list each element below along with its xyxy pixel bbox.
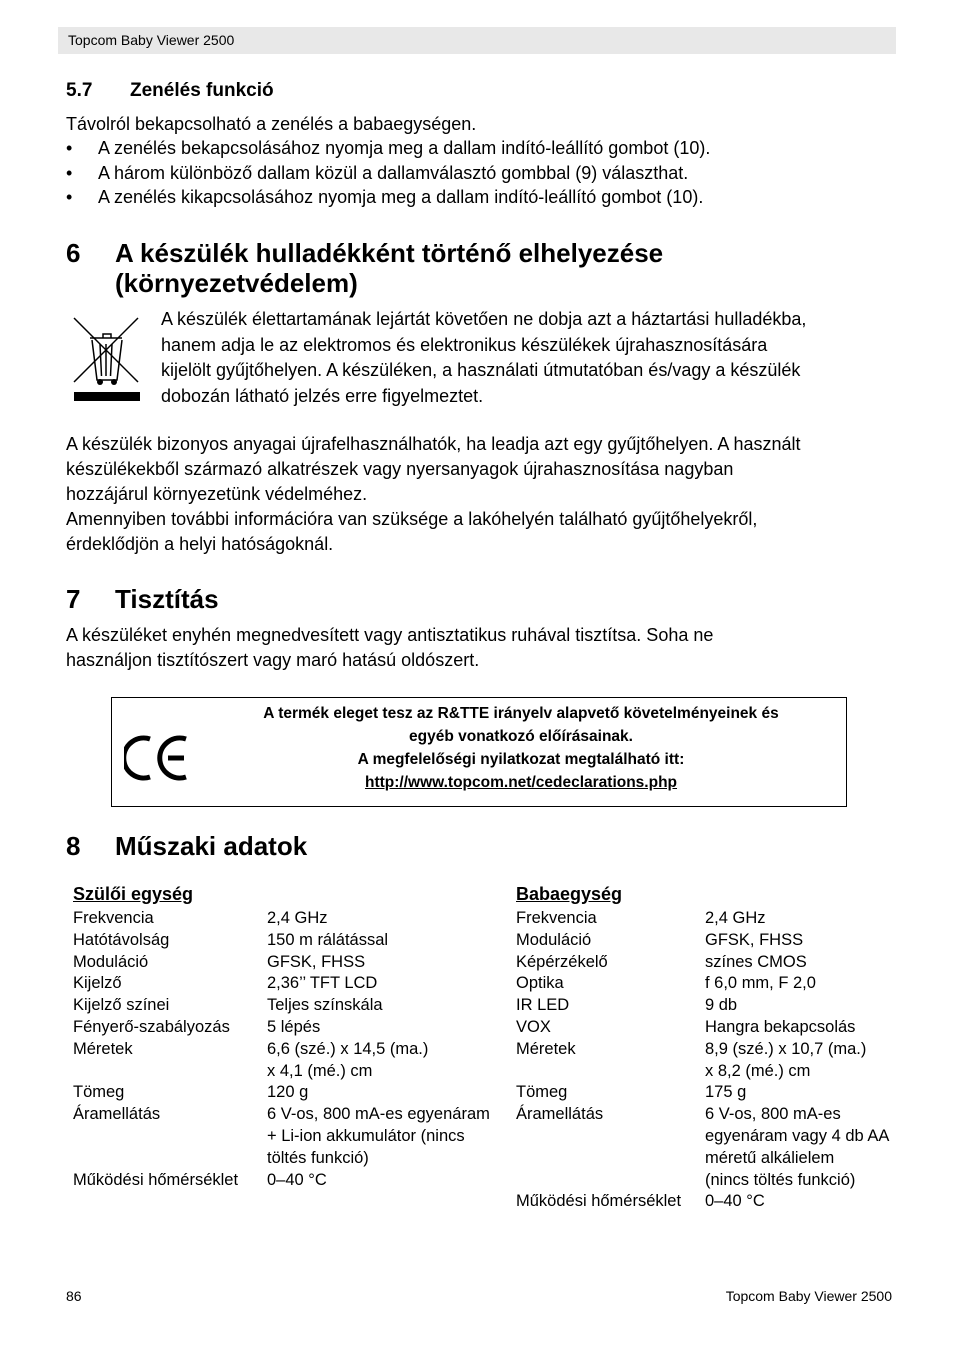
- spec-value: 0–40 °C: [705, 1192, 765, 1211]
- spec-label: Fényerő-szabályozás: [73, 1017, 230, 1036]
- table-row: [73, 1039, 490, 1061]
- spec-value: 9 db: [705, 996, 738, 1015]
- spec-value: 120 g: [267, 1083, 309, 1102]
- table-row: [73, 995, 490, 1017]
- table-row: [73, 1082, 490, 1104]
- spec-label: VOX: [516, 1017, 551, 1036]
- table-row: [516, 1148, 889, 1170]
- baby-unit-title: Babaegység: [516, 884, 623, 904]
- weee-crossed-bin-icon: [70, 316, 142, 404]
- spec-value: 2,4 GHz: [267, 909, 328, 927]
- spec-label: Képérzékelő: [516, 952, 608, 971]
- spec-label: Működési hőmérséklet: [73, 1170, 239, 1189]
- spec-value: egyenáram vagy 4 db AA: [705, 1126, 890, 1145]
- parent-unit-spec-table: [73, 908, 490, 1191]
- spec-label: Optika: [516, 974, 564, 993]
- section-number: 5.7: [66, 80, 93, 101]
- section-5-7-heading: [66, 80, 274, 102]
- table-row: [516, 973, 889, 995]
- section-number: 8: [66, 831, 81, 861]
- table-row: [516, 930, 889, 952]
- section-title-line-1: A készülék hulladékként történő elhelyezése: [115, 238, 664, 268]
- declaration-link[interactable]: http://www.topcom.net/cedeclarations.php: [364, 774, 678, 791]
- spec-label: Frekvencia: [516, 909, 597, 927]
- spec-value: 0–40 °C: [267, 1170, 327, 1189]
- spec-label: Működési hőmérséklet: [516, 1192, 682, 1211]
- table-row: [516, 908, 889, 930]
- spec-label: [516, 1148, 705, 1170]
- spec-value: színes CMOS: [705, 952, 807, 971]
- ce-declaration-box: [111, 697, 847, 807]
- spec-label: [73, 1061, 267, 1083]
- spec-label: Hatótávolság: [73, 930, 170, 949]
- table-row: [516, 1082, 889, 1104]
- list-item: • A zenélés kikapcsolásához nyomja meg a dallam indító-leállító gombot (10).: [66, 187, 704, 207]
- spec-value: 2,36’’ TFT LCD: [267, 974, 378, 993]
- spec-value: (nincs töltés funkció): [705, 1170, 856, 1189]
- section-title: Tisztítás: [115, 584, 219, 614]
- table-row: [516, 952, 889, 974]
- spec-value: 150 m rálátással: [267, 930, 389, 949]
- ce-mark-icon: [124, 733, 190, 783]
- section-title: Zenélés funkció: [130, 80, 274, 101]
- spec-value: 2,4 GHz: [705, 909, 766, 927]
- list-item: • A három különböző dallam közül a dallamválasztó gombbal (9) választhat.: [66, 162, 689, 183]
- section-8-heading: [66, 831, 307, 861]
- table-row: [516, 1104, 889, 1126]
- spec-value: GFSK, FHSS: [267, 952, 366, 971]
- ce-declaration-text: A termék eleget tesz az R&TTE irányelv alapvető követelményeinek és egyéb vonatkozó előírásainak. A megfelelőségi nyilatkozat megtalálható itt: http://www.topcom.net/cedeclarations.php: [210, 702, 832, 794]
- section-number: 7: [66, 584, 81, 614]
- section-number: 6: [66, 238, 81, 268]
- spec-value: x 4,1 (mé.) cm: [267, 1061, 373, 1080]
- spec-value: 8,9 (szé.) x 10,7 (ma.): [705, 1039, 867, 1058]
- table-row: [516, 995, 889, 1017]
- spec-label: Tömeg: [73, 1083, 125, 1102]
- spec-label: Áramellátás: [516, 1105, 604, 1124]
- spec-value: + Li-ion akkumulátor (nincs: [267, 1126, 465, 1145]
- section-7-heading: [66, 584, 219, 614]
- spec-value: GFSK, FHSS: [705, 930, 804, 949]
- table-row: [516, 1017, 889, 1039]
- spec-value: 5 lépés: [267, 1017, 321, 1036]
- spec-value: Teljes színskála: [267, 996, 383, 1015]
- table-row: [73, 973, 490, 995]
- spec-value: töltés funkció): [267, 1148, 369, 1167]
- spec-label: Méretek: [73, 1039, 133, 1058]
- section-7-paragraph: A készüléket enyhén megnedvesített vagy antisztatikus ruhával tisztítsa. Soha ne használjon tisztítószert vagy maró hatású oldószert.: [66, 625, 714, 670]
- table-row: [73, 1104, 490, 1126]
- spec-label: Moduláció: [73, 952, 149, 971]
- spec-value: méretű alkálielem: [705, 1148, 835, 1167]
- spec-value: 175 g: [705, 1083, 747, 1102]
- spec-value: x 8,2 (mé.) cm: [705, 1061, 811, 1080]
- page-number: 86: [66, 1288, 82, 1304]
- section-title-line-2: (környezetvédelem): [115, 268, 358, 298]
- page-header: [58, 27, 896, 54]
- spec-label: [516, 1061, 705, 1083]
- header-title: Topcom Baby Viewer 2500: [68, 32, 235, 48]
- table-row: [516, 1170, 889, 1192]
- table-row: [73, 952, 490, 974]
- spec-label: Frekvencia: [73, 909, 154, 927]
- table-row: [73, 908, 490, 930]
- table-row: [73, 1061, 490, 1083]
- section-6-paragraph: A készülék bizonyos anyagai újrafelhasználhatók, ha leadja azt egy gyűjtőhelyen. A használt készülékekből származó alkatrészek vagy nyersanyagok újrahasznosítása nagyban hozzájárul környezetünk védelméhez. Amennyiben további információra van szüksége a lakóhelyén található gyűjtőhelyekről, érdeklődjön a helyi hatóságoknál.: [66, 434, 801, 554]
- table-row: [516, 1126, 889, 1148]
- table-row: [73, 1170, 490, 1192]
- spec-value: 6,6 (szé.) x 14,5 (ma.): [267, 1039, 429, 1058]
- table-row: [516, 1039, 889, 1061]
- spec-label: Áramellátás: [73, 1105, 161, 1124]
- table-row: [73, 930, 490, 952]
- baby-unit-spec-table: [516, 908, 889, 1213]
- weee-notice: A készülék élettartamának lejártát követően ne dobja azt a háztartási hulladékba, hanem adja le az elektromos és elektronikus készülékek újrahasznosítására kijelölt gyűjtőhelyen. A készüléken, a használati útmutatóban és/vagy a készülék dobozán látható jelzés erre figyelmeztet.: [161, 309, 807, 406]
- table-row: [73, 1017, 490, 1039]
- spec-label: [516, 1170, 705, 1192]
- parent-unit-title: Szülői egység: [73, 884, 194, 904]
- section-6-heading: [66, 238, 663, 298]
- spec-value: 6 V-os, 800 mA-es: [705, 1105, 841, 1124]
- spec-value: f 6,0 mm, F 2,0: [705, 974, 816, 993]
- table-row: [73, 1148, 490, 1170]
- footer-product: Topcom Baby Viewer 2500: [725, 1288, 892, 1304]
- section-title: Műszaki adatok: [115, 831, 308, 861]
- list-item: • A zenélés bekapcsolásához nyomja meg a dallam indító-leállító gombot (10).: [66, 138, 711, 158]
- spec-label: Kijelző színei: [73, 996, 170, 1015]
- spec-label: Moduláció: [516, 930, 592, 949]
- spec-label: Kijelző: [73, 974, 122, 993]
- section-5-7-bullet-list: [66, 136, 710, 210]
- spec-value: 6 V-os, 800 mA-es egyenáram: [267, 1105, 490, 1124]
- table-row: [73, 1126, 490, 1148]
- table-row: [516, 1061, 889, 1083]
- table-row: [516, 1191, 889, 1213]
- spec-label: [73, 1148, 267, 1170]
- spec-label: [516, 1126, 705, 1148]
- spec-label: Méretek: [516, 1039, 576, 1058]
- spec-label: Tömeg: [516, 1083, 568, 1102]
- spec-label: [73, 1126, 267, 1148]
- spec-value: Hangra bekapcsolás: [705, 1017, 856, 1036]
- section-5-7-intro: Távolról bekapcsolható a zenélés a babaegységen.: [66, 114, 477, 134]
- spec-label: IR LED: [516, 996, 570, 1015]
